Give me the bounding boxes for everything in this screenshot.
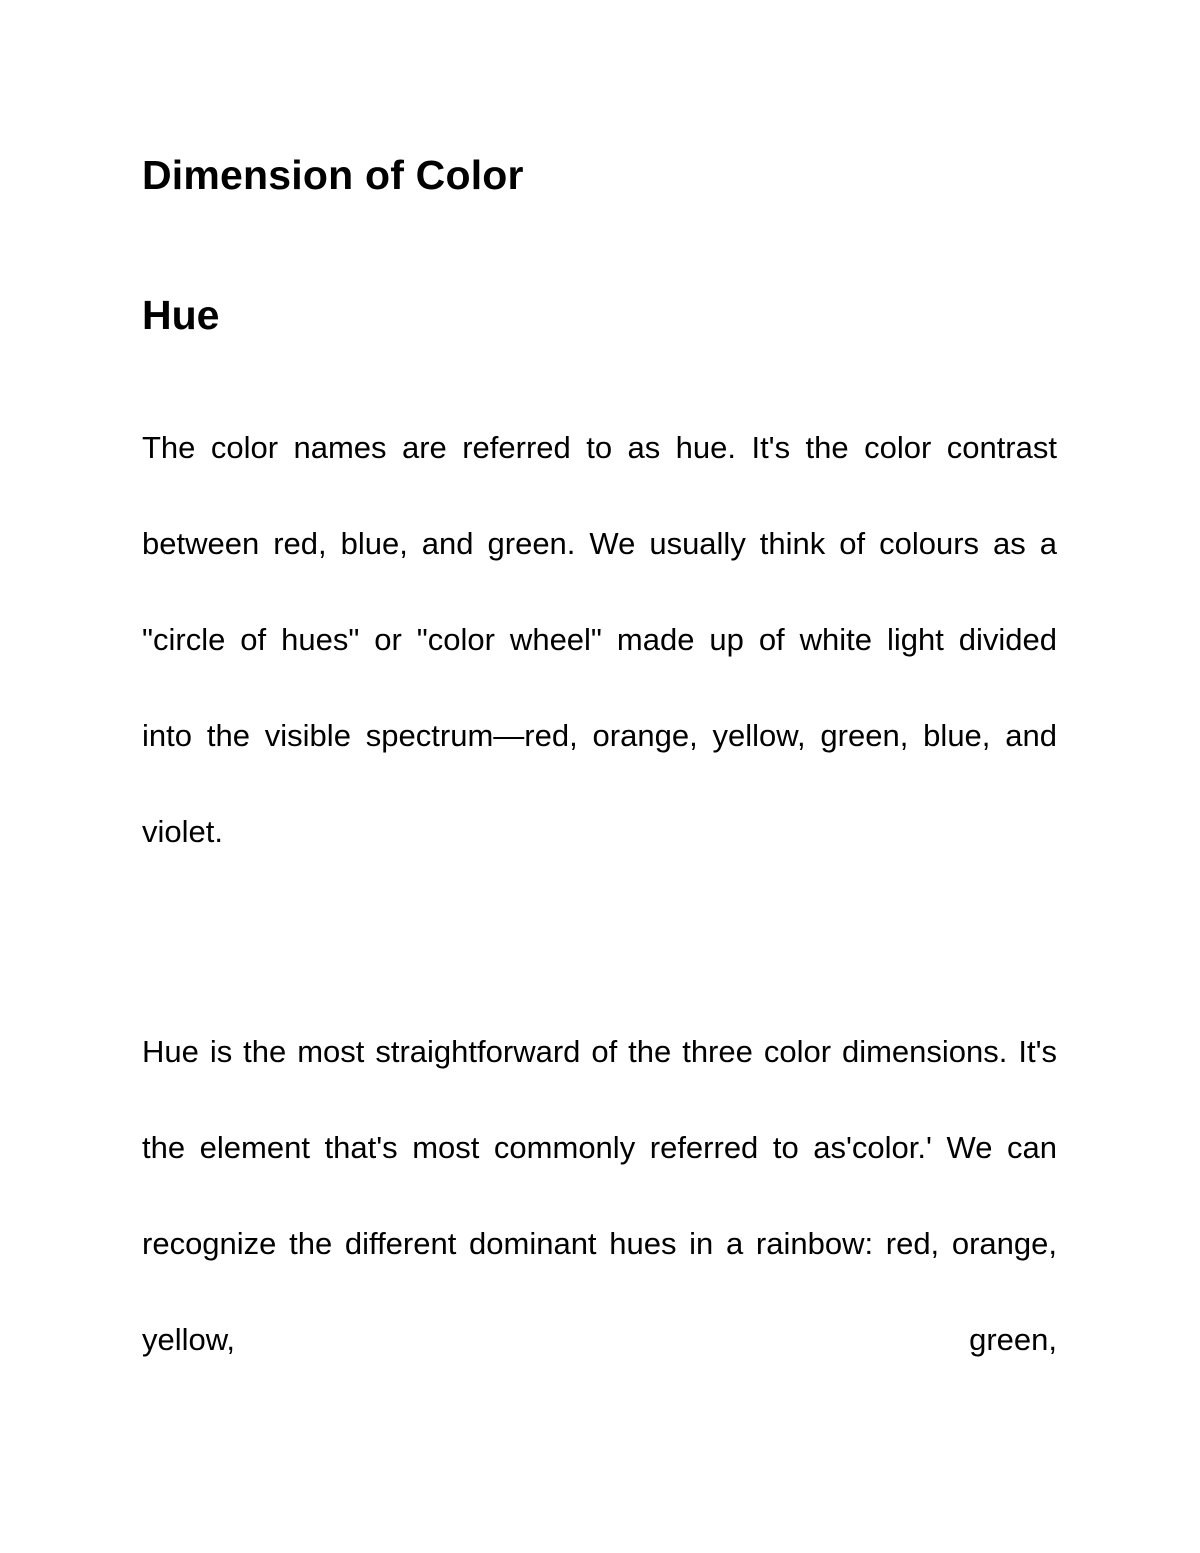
- document-title: Dimension of Color: [142, 152, 524, 198]
- section-heading-hue: Hue: [142, 292, 220, 338]
- paragraph-hue-definition: The color names are referred to as hue. It's the color contrast between red, blue, and green. We usually think of colours as a "circle of hues" or "color wheel" made up of white light divided into the visible spectrum—red, orange, yellow, green, blue, and violet.: [142, 430, 1057, 849]
- paragraph-hue-dimension: Hue is the most straightforward of the three color dimensions. It's the element that's most commonly referred to as'color.' We can recognize the different dominant hues in a rainbow: red, orange, yellow, green,: [142, 1034, 1057, 1357]
